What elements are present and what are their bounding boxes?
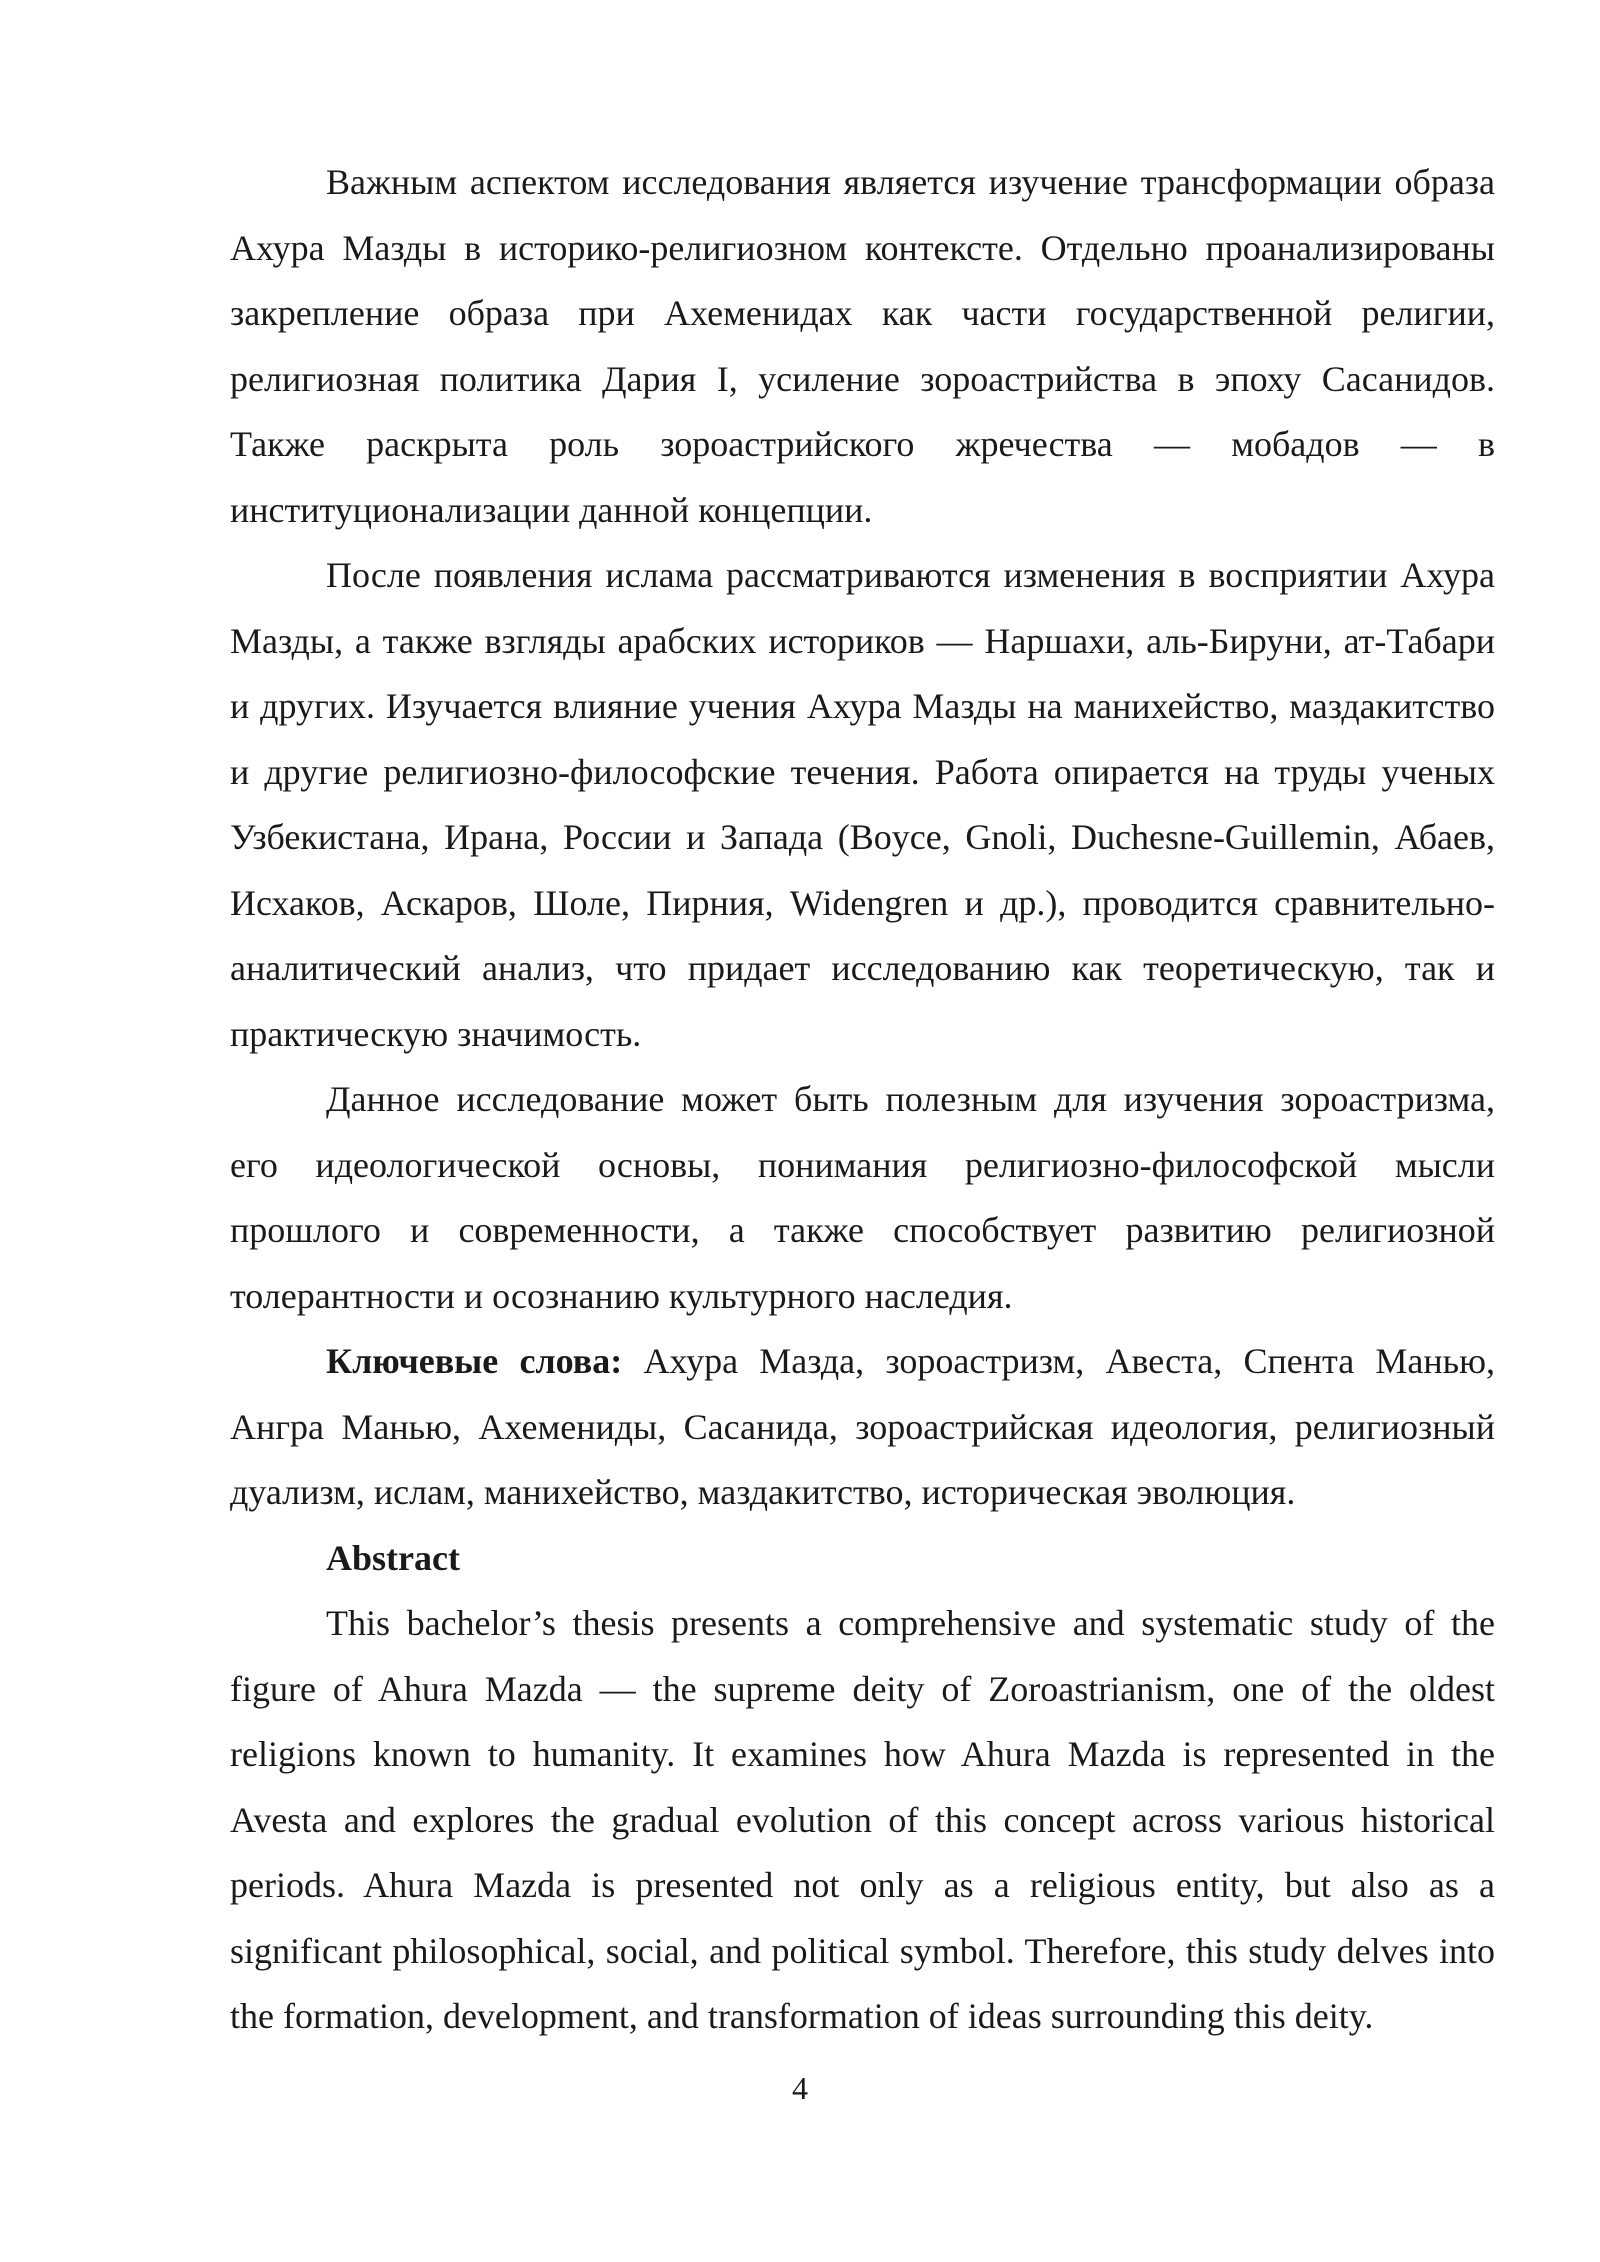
paragraph-significance: Данное исследование может быть полезным для изучения зороастризма, его идеологической основы, понимания религиозно-философской мысли прошлого и современности, а также способствует развитию религиозной толерантности и осознанию культурного наследия. [230,1079,1495,1316]
document-body [230,150,1495,2050]
abstract-heading: Abstract [326,1537,460,1578]
page-number: 4 [792,2070,808,2106]
paragraph-transformation: Важным аспектом исследования является изучение трансформации образа Ахура Мазды в историко-религиозном контексте. Отдельно проанализированы закрепление образа при Ахеменидах как части государственной религии, религиозная политика Дария I, усиление зороастрийства в эпоху Сасанидов. Также раскрыта роль зороастрийского жречества — мобадов — в институционализации данной концепции. [230,162,1495,530]
paragraph-islam-influence: После появления ислама рассматриваются изменения в восприятии Ахура Мазды, а также взгляды арабских историков — Наршахи, аль-Бируни, ат-Табари и других. Изучается влияние учения Ахура Мазды на манихейство, маздакитство и другие религиозно-философские течения. Работа опирается на труды ученых Узбекистана, Ирана, России и Запада (Boyce, Gnoli, Duchesne-Guillemin, Абаев, Исхаков, Аскаров, Шоле, Пирния, Widengren и др.), проводится сравнительно-аналитический анализ, что придает исследованию как теоретическую, так и практическую значимость. [230,555,1495,1054]
abstract-text: This bachelor’s thesis presents a comprehensive and systematic study of the figure of Ahura Mazda — the supreme deity of Zoroastrianism, one of the oldest religions known to humanity. It examines how Ahura Mazda is represented in the Avesta and explores the gradual evolution of this concept across various historical periods. Ahura Mazda is presented not only as a religious entity, but also as a significant philosophical, social, and political symbol. Therefore, this study delves into the formation, development, and transformation of ideas surrounding this deity. [230,1603,1495,2036]
keywords-paragraph [230,1329,1495,1526]
keywords-label: Ключевые слова: [326,1341,623,1381]
keywords-text: Ахура Мазда, зороастризм, Авеста, Спента Манью, Ангра Манью, Ахемениды, Сасанида, зороастрийская идеология, религиозный дуализм, ислам, манихейство, маздакитство, историческая эволюция. [230,1341,1495,1512]
